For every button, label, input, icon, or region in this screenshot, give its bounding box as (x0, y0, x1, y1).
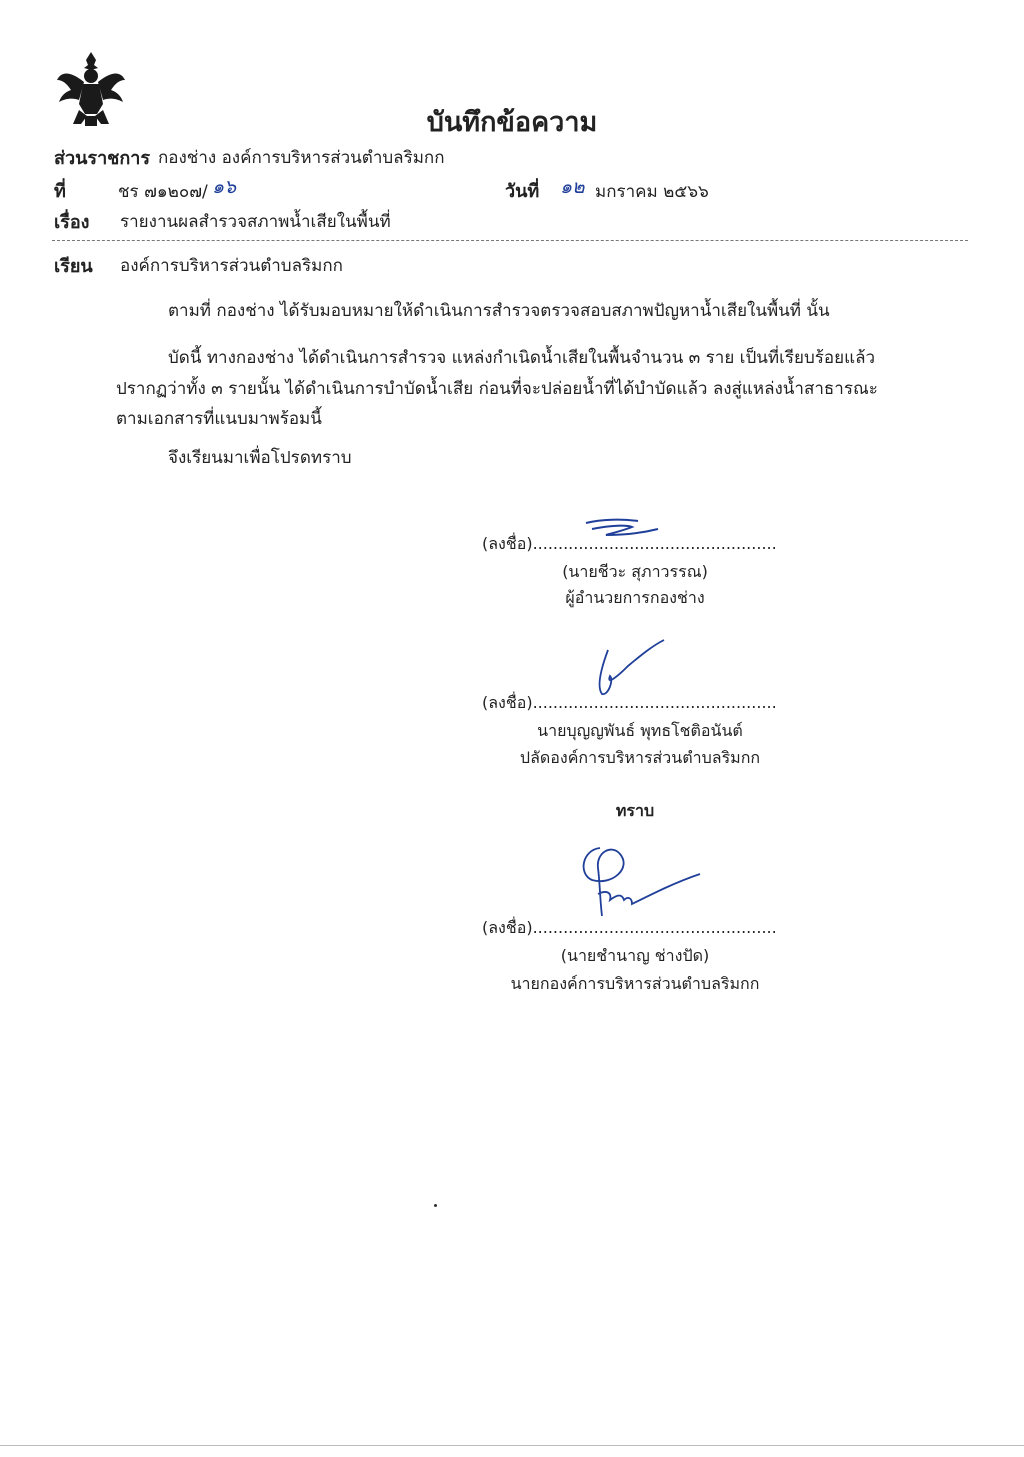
body-paragraph-2-line-1: บัดนี้ ทางกองช่าง ได้ดำเนินการสำรวจ แหล่งกำเนิดน้ำเสียในพื้นจำนวน ๓ ราย เป็นที่เรียบร้อยแล้ว (168, 348, 876, 368)
reference-prefix: ชร ๗๑๒๐๗/ (118, 182, 208, 202)
signature-3-line: (ลงชื่อ)................................................ (482, 918, 777, 937)
signature-2-line: (ลงชื่อ)................................................ (482, 693, 777, 712)
closing-text: จึงเรียนมาเพื่อโปรดทราบ (168, 448, 352, 468)
to-value: องค์การบริหารส่วนตำบลริมกก (120, 256, 343, 276)
signature-2-name: นายบุญญพันธ์ พุทธโชติอนันต์ (537, 721, 743, 740)
signature-1-name: (นายชีวะ สุภาวรรณ) (562, 562, 708, 581)
date-rest: มกราคม ๒๕๖๖ (595, 182, 709, 202)
body-paragraph-1: ตามที่ กองช่าง ได้รับมอบหมายให้ดำเนินการสำรวจตรวจสอบสภาพปัญหาน้ำเสียในพื้นที่ นั้น (168, 301, 830, 321)
reference-number-handwritten: ๑๖ (212, 176, 237, 198)
page-bottom-rule (0, 1445, 1024, 1446)
signature-1-position: ผู้อำนวยการกองช่าง (565, 588, 705, 607)
subject-value: รายงานผลสำรวจสภาพน้ำเสียในพื้นที่ (120, 212, 391, 232)
header-divider (52, 240, 968, 241)
signature-3-name: (นายชำนาญ ช่างปัด) (560, 946, 710, 965)
to-label: เรียน (54, 256, 93, 277)
date-label: วันที่ (505, 181, 540, 202)
body-paragraph-2-line-3: ตามเอกสารที่แนบมาพร้อมนี้ (116, 409, 322, 429)
signature-2-position: ปลัดองค์การบริหารส่วนตำบลริมกก (519, 748, 761, 767)
signature-1-line: (ลงชื่อ)................................................ (482, 534, 777, 553)
scan-dot (434, 1204, 437, 1207)
date-day-handwritten: ๑๒ (560, 176, 585, 198)
department-value: กองช่าง องค์การบริหารส่วนตำบลริมกก (158, 148, 445, 168)
department-label: ส่วนราชการ (54, 148, 151, 169)
subject-label: เรื่อง (54, 212, 90, 233)
acknowledge-text: ทราบ (615, 801, 655, 820)
document-title: บันทึกข้อความ (426, 107, 598, 138)
body-paragraph-2-line-2: ปรากฏว่าทั้ง ๓ รายนั้น ได้ดำเนินการบำบัดน้ำเสีย ก่อนที่จะปล่อยน้ำที่ได้บำบัดแล้ว ลงสู่แหล่งน้ำสาธารณะ (116, 379, 878, 399)
reference-label: ที่ (54, 181, 66, 202)
signature-3-position: นายกองค์การบริหารส่วนตำบลริมกก (510, 974, 760, 993)
signature-3-icon (572, 838, 704, 922)
